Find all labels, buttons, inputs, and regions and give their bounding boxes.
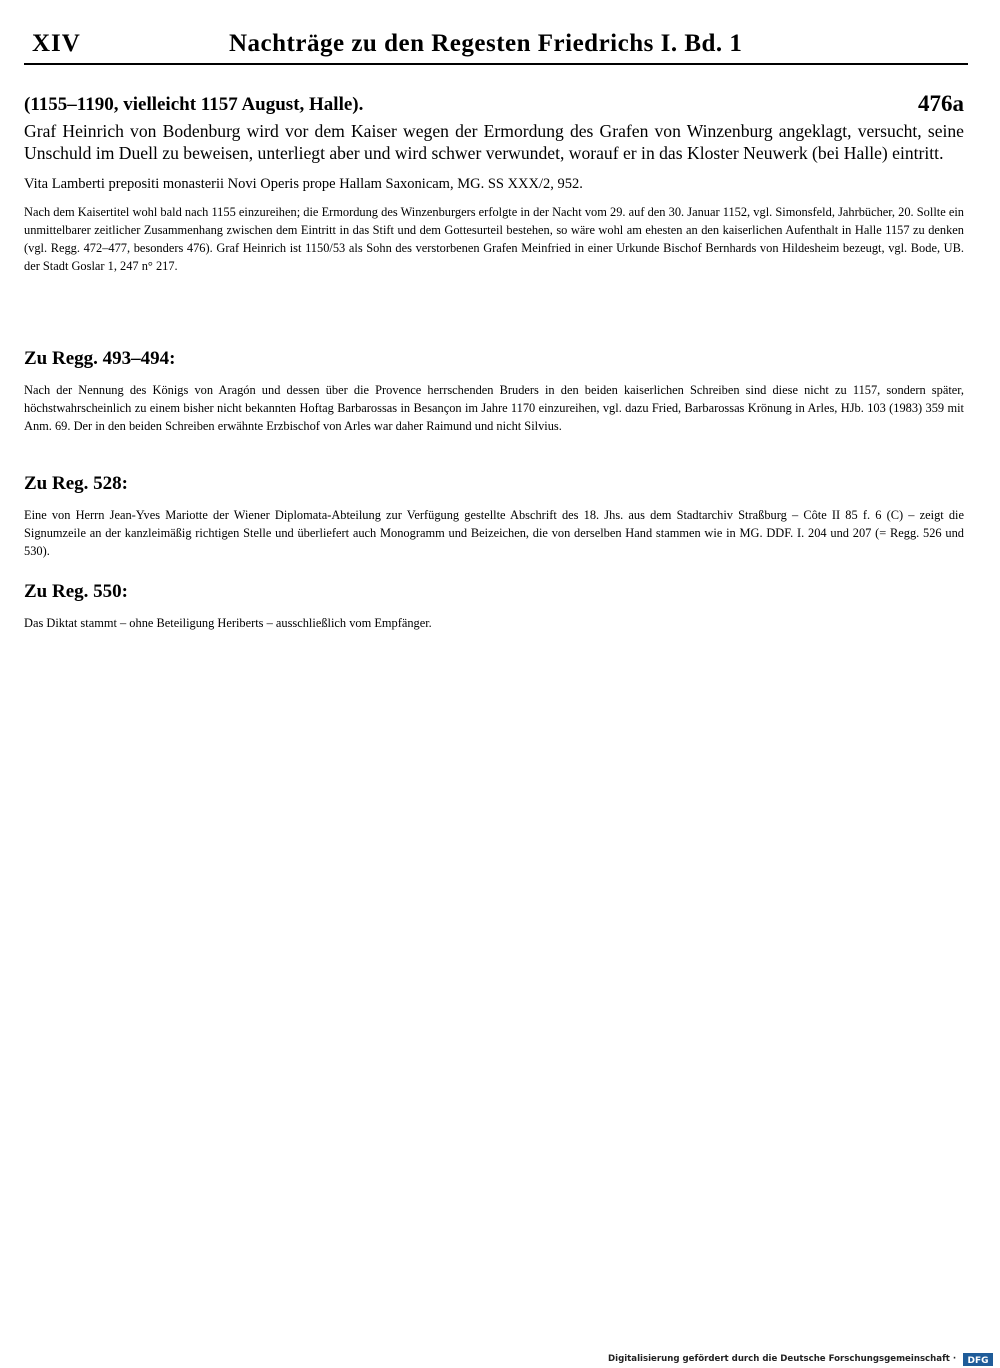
section-heading: Zu Regg. 493–494: [24,348,176,369]
section-text: Eine von Herrn Jean-Yves Mariotte der Wiener Diplomata-Abteilung zur Verfügung gestellte Abschrift des 18. Jhs. aus dem Stadtarchiv Straßburg – Côte II 85 f. 6 (C) – zeigt die Signumzeile an der kanzleimäßig richtigen Stelle und überliefert auch Monogramm und Beizeichen, die von derselben Hand stammen wie in MG. DDF. I. 204 und 207 (= Regg. 526 und 530). [24,508,964,558]
header-rule [24,63,968,65]
credit-separator: · [949,1354,957,1365]
page-number: XIV [32,30,81,57]
entry-date: (1155–1190, vielleicht 1157 August, Halle). [24,94,364,115]
section-reg-528 [24,472,964,560]
running-title: Nachträge zu den Regesten Friedrichs I. Bd. 1 [229,30,743,57]
section-text: Das Diktat stammt – ohne Beteiligung Heriberts – ausschließlich vom Empfänger. [24,616,432,630]
section-text: Nach der Nennung des Königs von Aragón und dessen über die Provence herrschenden Bruders in den beiden kaiserlichen Schreiben sind diese nicht zu 1157, sondern später, höchstwahrscheinlich zu einem bisher nicht bekannten Hoftag Barbarossas in Besançon im Jahre 1170 einzureihen, vgl. dazu Fried, Barbarossas Krönung in Arles, HJb. 103 (1983) 359 mit Anm. 69. Der in den beiden Schreiben erwähnte Erzbischof von Arles war daher Raimund und nicht Silvius. [24,383,964,433]
dfg-logo-icon [963,1353,993,1366]
dfg-logo-text: DFG [967,1355,989,1366]
page-header [24,26,968,62]
section-heading: Zu Reg. 528: [24,473,128,494]
credit-text: Digitalisierung gefördert durch die Deutsche Forschungsgemeinschaft [608,1354,950,1365]
entry-commentary: Nach dem Kaisertitel wohl bald nach 1155 einzureihen; die Ermordung des Winzenburgers erfolgte in der Nacht vom 29. auf den 30. Januar 1152, vgl. Simonsfeld, Jahrbücher, 20. Sollte ein unmittelbarer zeitlicher Zusammenhang zwischen dem Eintritt in das Stift und dem Gottesurteil bestehen, so wäre wohl am ehesten an den kaiserlichen Aufenthalt in Halle 1157 zu denken (vgl. Regg. 472–477, besonders 476). Graf Heinrich ist 1150/53 als Sohn des verstorbenen Grafen Meinfried in einer Urkunde Bischof Bernhards von Hildesheim bezeugt, vgl. Bode, UB. der Stadt Goslar 1, 247 n° 217. [24,205,964,273]
section-heading: Zu Reg. 550: [24,581,128,602]
entry-source: Vita Lamberti prepositi monasterii Novi Operis prope Hallam Saxonicam, MG. SS XXX/2, 952. [24,176,583,192]
entry-summary: Graf Heinrich von Bodenburg wird vor dem Kaiser wegen der Ermordung des Grafen von Winzenburg angeklagt, versucht, seine Unschuld im Duell zu beweisen, unterliegt aber und wird schwer verwundet, worauf er in das Kloster Neuwerk (bei Halle) eintritt. [24,121,964,163]
section-regg-493-494 [24,347,964,435]
section-reg-550 [24,580,964,632]
entry-head [24,91,964,120]
regest-entry-476a [24,91,964,275]
digitization-credit [608,1350,993,1364]
entry-number: 476a [918,91,964,116]
